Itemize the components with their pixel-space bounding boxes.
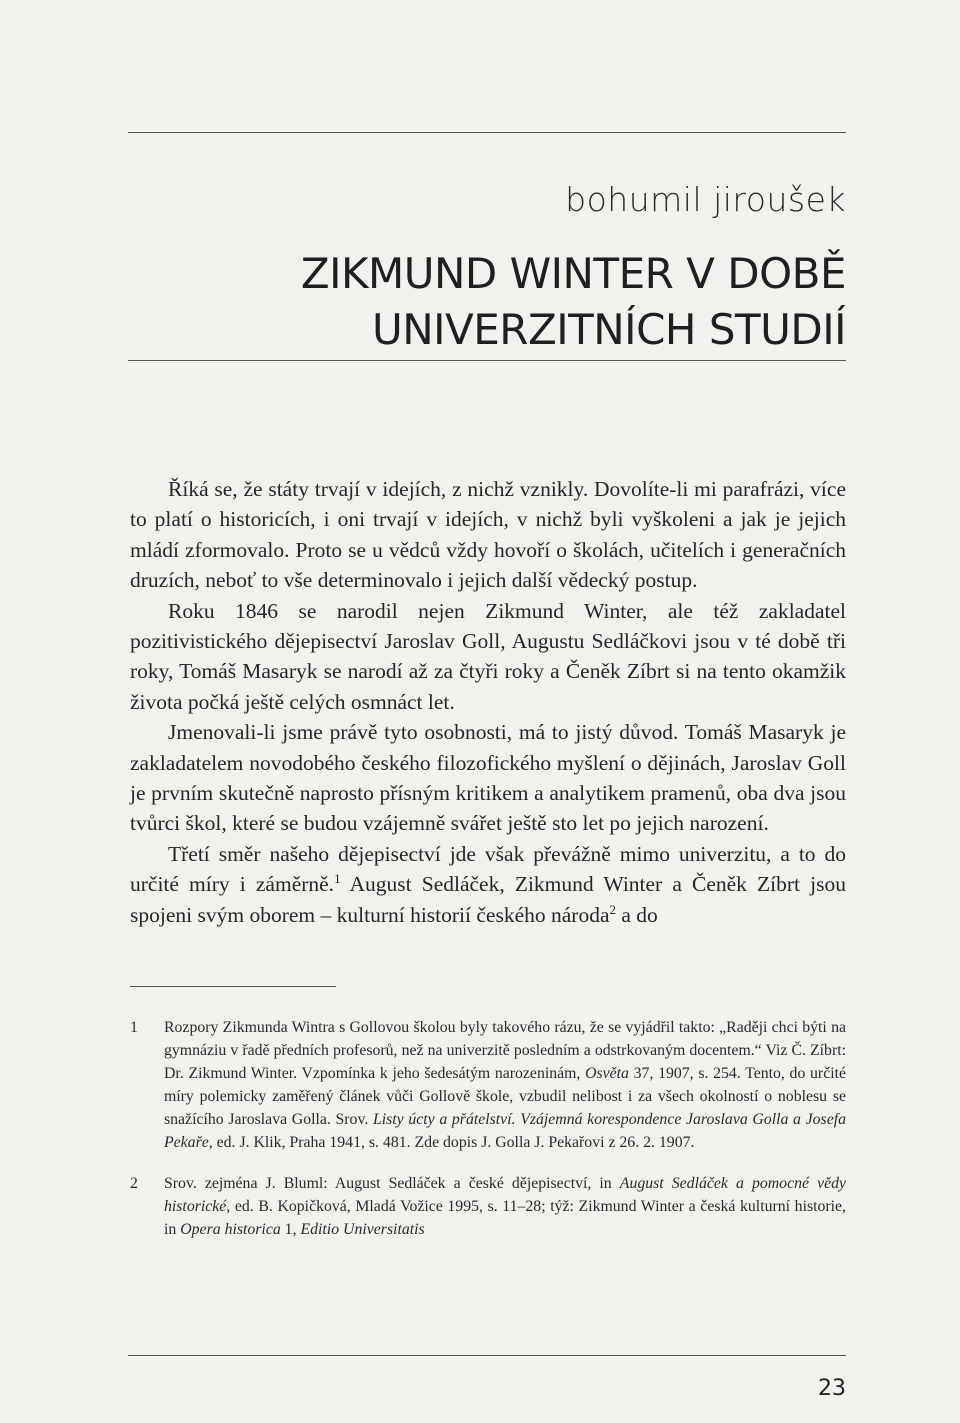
chapter-title — [301, 246, 846, 358]
paragraph-text: Třetí směr našeho dějepisectví jde však převážně mimo univerzitu, a to do určité míry i záměrně. — [130, 841, 846, 897]
footnote-segment: Srov. zejména J. Bluml: August Sedláček a české dějepisectví, in — [164, 1174, 620, 1192]
footnote-segment: , ed. B. Kopičková, Mladá Vožice 1995, s. 11–28; týž: Zikmund Winter a česká kulturní historie, in — [164, 1197, 846, 1238]
top-rule — [128, 132, 846, 133]
paragraph — [130, 839, 846, 930]
bottom-rule — [128, 1355, 846, 1356]
page-number: 23 — [818, 1376, 846, 1401]
footnote-italic: Opera historica — [180, 1220, 281, 1238]
footnote-segment: , ed. J. Klik, Praha 1941, s. 481. Zde dopis J. Golla J. Pekařovi z 26. 2. 1907. — [208, 1134, 695, 1152]
paragraph-text: a do — [616, 902, 658, 927]
footnote-ref[interactable]: 1 — [334, 871, 341, 887]
author-name: bohumil jiroušek — [565, 180, 846, 219]
footnote-separator — [130, 986, 336, 987]
title-line-1: ZIKMUND WINTER V DOBĚ — [300, 249, 846, 298]
footnote-ref[interactable]: 2 — [609, 901, 616, 917]
footnote-text — [164, 1016, 846, 1155]
footnote-italic: Editio Universitatis — [300, 1220, 425, 1238]
footnote-text — [164, 1172, 846, 1241]
footnote-number: 1 — [130, 1019, 138, 1036]
footnote-segment: 1, — [280, 1220, 301, 1238]
footnote — [130, 1016, 846, 1155]
paragraph: Roku 1846 se narodil nejen Zikmund Winter, ale též zakladatel pozitivistického dějepisectví Jaroslav Goll, Augustu Sedláčkovi jsou v té době tři roky, Tomáš Masaryk se narodí až za čtyři roky a Čeněk Zíbrt si na tento okamžik života počká ještě celých osmnáct let. — [130, 598, 846, 714]
title-rule — [128, 360, 846, 361]
footnote-segment: 37, 1907, s. 254. Tento, do určité míry polemicky zaměřený článek vůči Gollově škole, vzbudil nelibost i za všech okolností o noblesu se snažícího Jaroslava Golla. Srov. — [164, 1065, 846, 1129]
footnote — [130, 1172, 846, 1241]
footnote-number: 2 — [130, 1174, 138, 1192]
footnote-italic: Listy úcty a přátelství. Vzájemná korespondence Jaroslava Golla a Josefa Pekaře — [164, 1111, 846, 1152]
footnote-italic: August Sedláček a pomocné vědy historické — [164, 1174, 847, 1215]
title-line-2: UNIVERZITNÍCH STUDIÍ — [371, 305, 846, 354]
footnote-segment: Rozpory Zikmunda Wintra s Gollovou školou byly takového rázu, že se vyjádřil takto: „Raději chci býti na gymnáziu v řadě předních profesorů, než na univerzitě posledním a odstrkovaným docentem.“ Viz Č. Zíbrt: Dr. Zikmund Winter. Vzpomínka k jeho šedesátým narozeninám, — [164, 1019, 846, 1083]
footnotes — [130, 1016, 846, 1258]
paragraph: Jmenovali-li jsme právě tyto osobnosti, má to jistý důvod. Tomáš Masaryk je zakladatelem novodobého českého filozofického myšlení o dějinách, Jaroslav Goll je prvním skutečně naprosto přísným kritikem a analytikem pramenů, oba dva jsou tvůrci škol, které se budou vzájemně svářet ještě sto let po jejich narození. — [130, 720, 846, 836]
paragraph: Říká se, že státy trvají v idejích, z nichž vznikly. Dovolíte-li mi parafrázi, více to platí o historicích, i oni trvají v idejích, v nichž byli vyškoleni a jak je jejich mládí zformovalo. Proto se u vědců vždy hovoří o školách, učitelích i generačních druzích, neboť to vše determinovalo i jejich další vědecký postup. — [130, 477, 846, 593]
body-text — [130, 474, 846, 930]
paragraph-text: August Sedláček, Zikmund Winter a Čeněk Zíbrt jsou spojeni svým oborem – kulturní historií českého národa — [130, 872, 846, 927]
footnote-italic: Osvěta — [585, 1065, 629, 1083]
